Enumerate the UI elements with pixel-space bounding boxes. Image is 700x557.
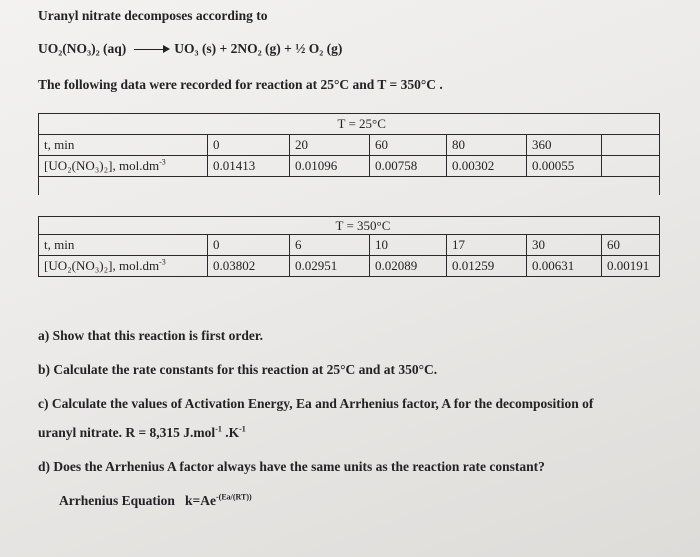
table-cell: 0.00631 <box>527 256 602 277</box>
question-c-text: and Arrhenius factor, <box>311 396 442 411</box>
table-cell: 0.03802 <box>208 256 290 277</box>
table-25c-title: T = 25°C <box>208 114 660 135</box>
question-c-text: .K <box>221 425 240 440</box>
table-cell <box>602 156 660 177</box>
concentration-label-sup: -3 <box>159 157 166 167</box>
table-cell: 60 <box>602 235 660 256</box>
table-cell: 20 <box>290 135 370 156</box>
table-350c-title-row <box>39 217 660 235</box>
question-c-line2 <box>38 425 246 441</box>
question-c-text: for the decomposition of <box>450 396 594 411</box>
equation-reactant: UO₂(NO₃)₂ (aq) <box>38 41 127 56</box>
unit-exponent: -1 <box>239 424 246 434</box>
reaction-arrow-icon <box>134 49 168 50</box>
table-cell: 0.02089 <box>370 256 447 277</box>
arrhenius-equation <box>59 493 252 509</box>
equation-label: Arrhenius Equation <box>59 493 175 508</box>
table-row <box>39 256 660 277</box>
table-cell: 6 <box>290 235 370 256</box>
table-cell: 17 <box>447 235 527 256</box>
table-cell: 0 <box>208 135 290 156</box>
table-spacer-row <box>39 177 660 196</box>
table-cell: 0.01413 <box>208 156 290 177</box>
table-cell: 360 <box>527 135 602 156</box>
table-cell: 0 <box>208 235 290 256</box>
table-cell: 80 <box>447 135 527 156</box>
equation-exponent: -(Ea/(RT)) <box>215 492 252 502</box>
table-25c-title-row <box>39 114 660 135</box>
concentration-label-sup: -3 <box>159 257 166 267</box>
table-row <box>39 156 660 177</box>
table-cell: 30 <box>527 235 602 256</box>
concentration-label-text: [UO₂(NO₃)₂], mol.dm <box>44 258 160 273</box>
question-c-text: c) Calculate the values of Activation Energy, <box>38 396 296 411</box>
table-cell: 0.00055 <box>527 156 602 177</box>
table-cell: 0.00191 <box>602 256 660 277</box>
question-c-text: uranyl nitrate. R = 8,315 J.mol <box>38 425 216 440</box>
table-row <box>39 235 660 256</box>
equation-body: k=Ae <box>185 493 216 508</box>
row-label-concentration <box>39 156 208 177</box>
table-25c <box>38 113 660 195</box>
table-row <box>39 135 660 156</box>
ea-term: Ea <box>295 396 312 411</box>
table-cell <box>602 135 660 156</box>
table-cell: 60 <box>370 135 447 156</box>
question-b: b) Calculate the rate constants for this reaction at 25°C and at 350°C. <box>38 362 438 377</box>
question-c-line1 <box>38 396 593 412</box>
table-cell: 0.01259 <box>447 256 527 277</box>
question-a: a) Show that this reaction is first order. <box>38 328 263 343</box>
table-cell: 0.00758 <box>370 156 447 177</box>
a-term: A <box>441 396 451 411</box>
table-350c-title: T = 350°C <box>208 217 660 235</box>
reaction-equation <box>38 41 342 57</box>
table-cell: 0.01096 <box>290 156 370 177</box>
table-cell: 0.02951 <box>290 256 370 277</box>
equation-products: UO₃ (s) + 2NO₂ (g) + ½ O₂ (g) <box>174 41 343 56</box>
unit-exponent: -1 <box>215 424 222 434</box>
row-label-time: t, min <box>39 135 208 156</box>
row-label-concentration <box>39 256 208 277</box>
data-statement: The following data were recorded for reaction at 25°C and T = 350°C . <box>38 77 443 92</box>
concentration-label-text: [UO₂(NO₃)₂], mol.dm <box>44 158 160 173</box>
table-cell: 10 <box>370 235 447 256</box>
table-cell: 0.00302 <box>447 156 527 177</box>
intro-text: Uranyl nitrate decomposes according to <box>38 8 268 23</box>
table-350c <box>38 216 660 277</box>
row-label-time: t, min <box>39 235 208 256</box>
question-d: d) Does the Arrhenius A factor always have the same units as the reaction rate constant? <box>38 459 545 474</box>
